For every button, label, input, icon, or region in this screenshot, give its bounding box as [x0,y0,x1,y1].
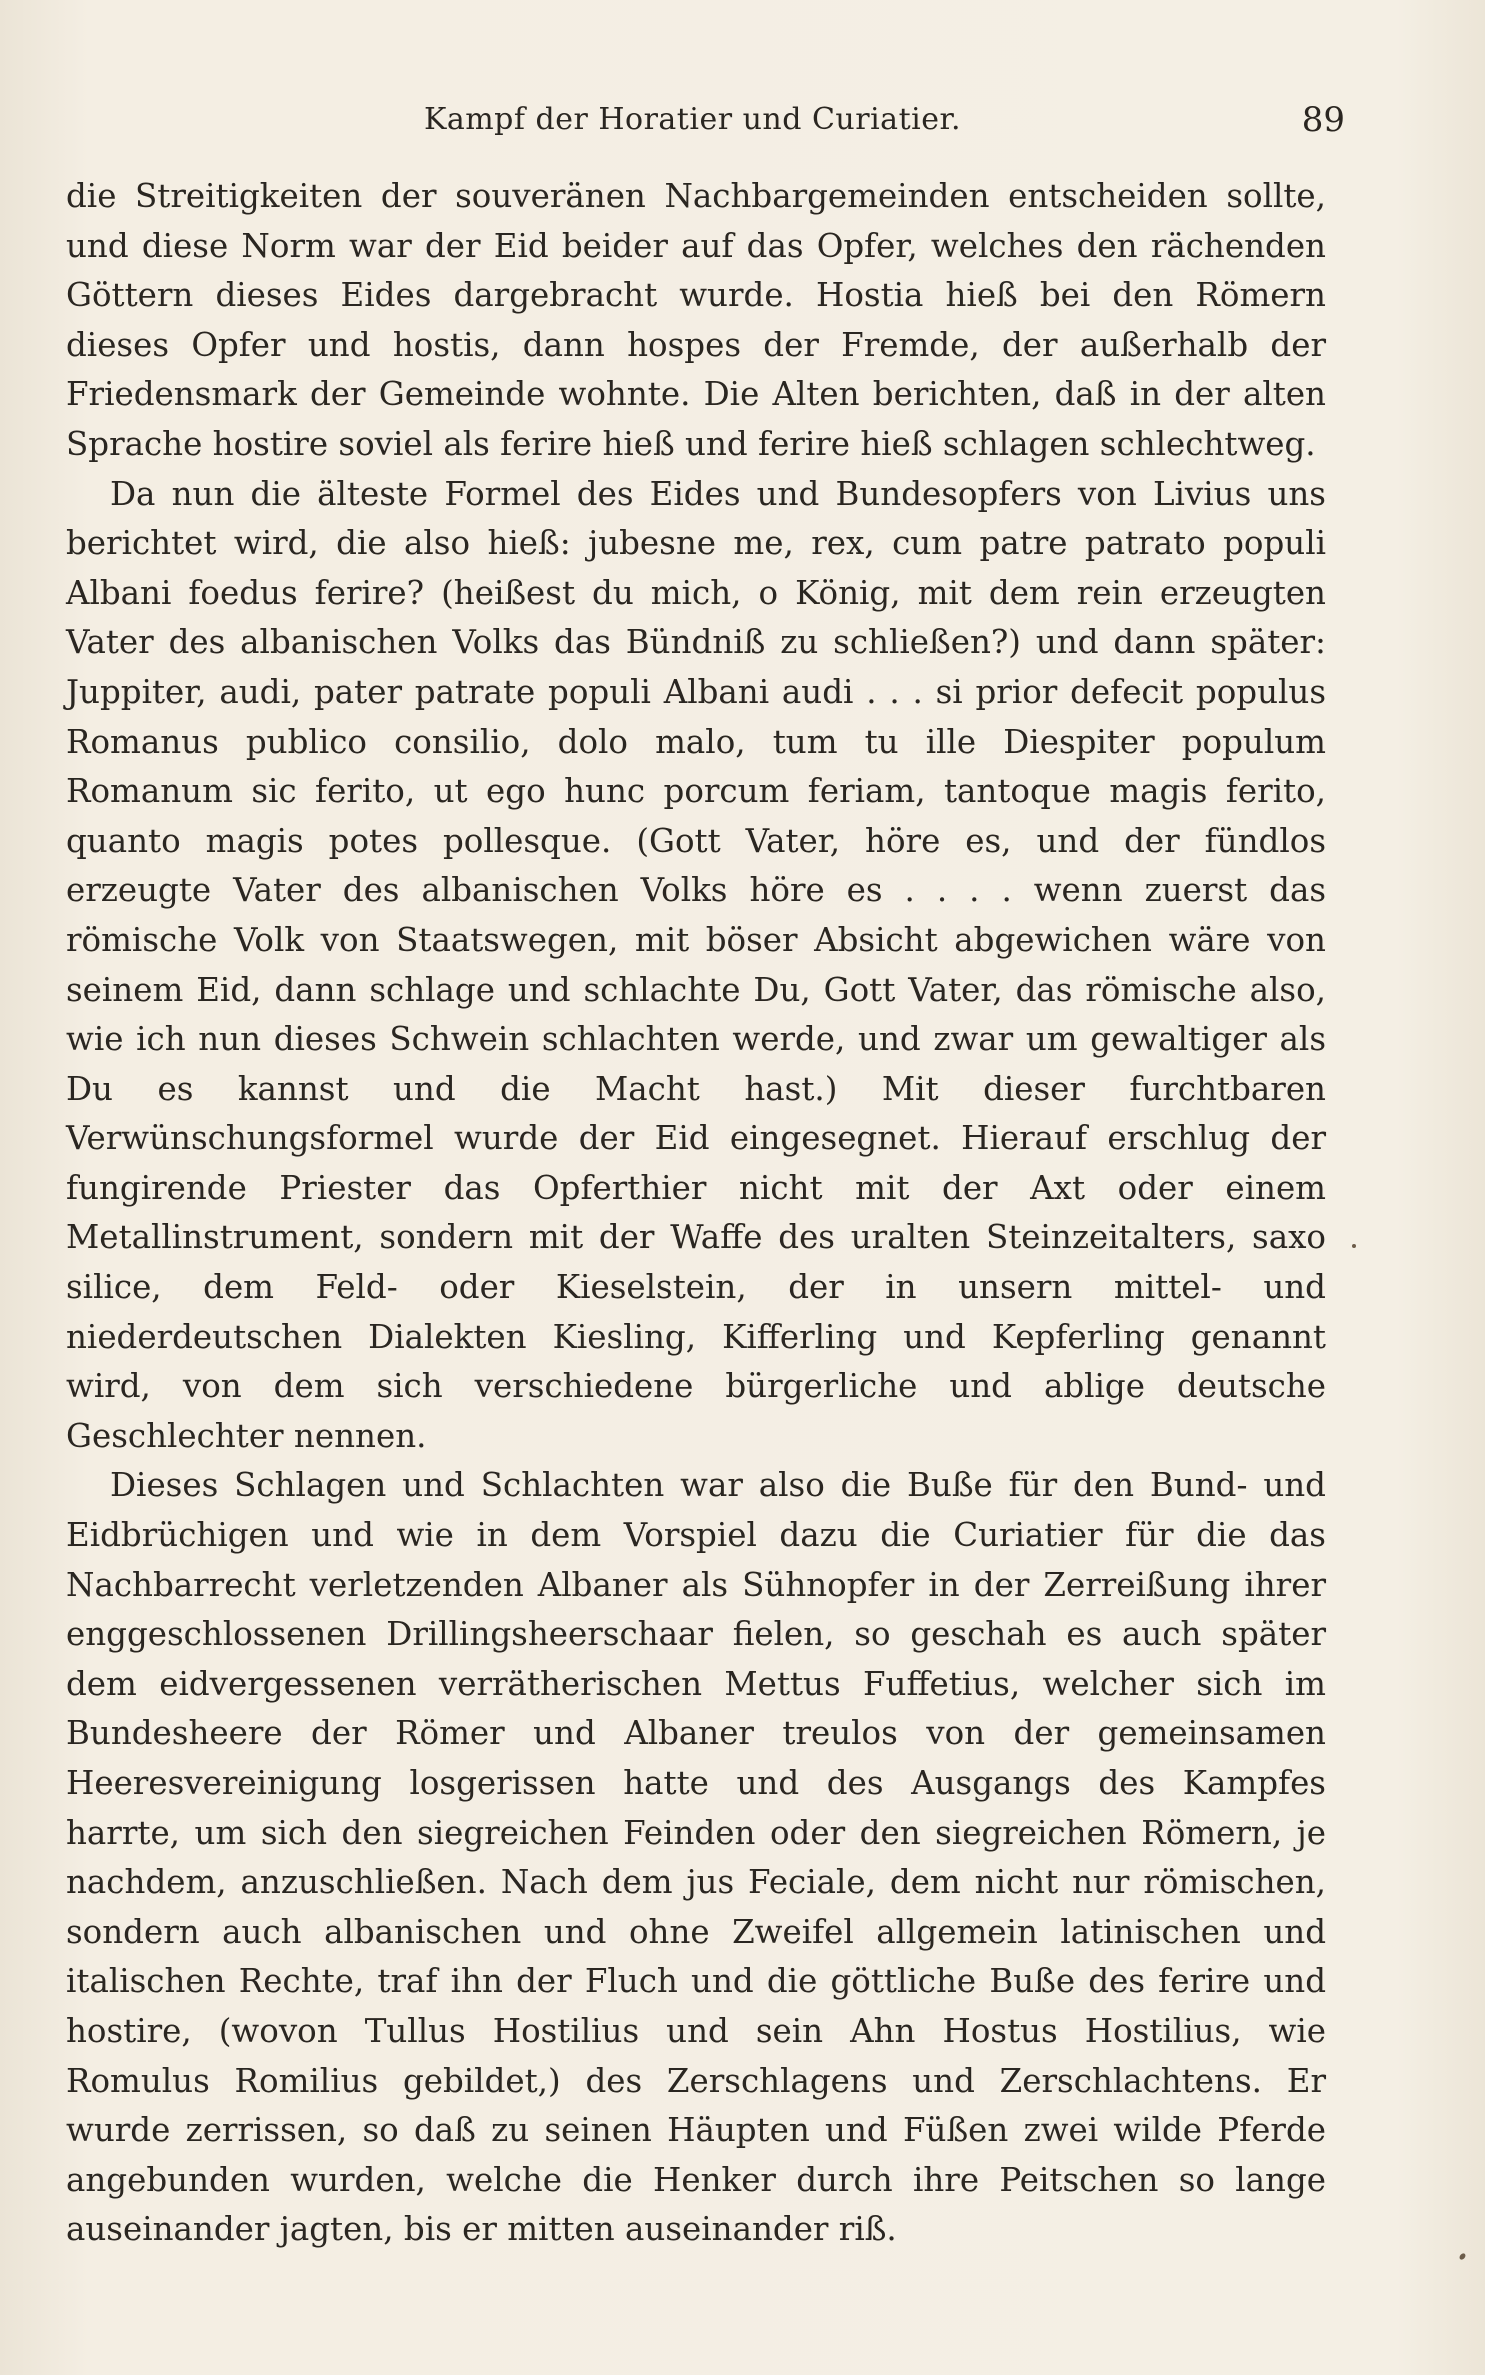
corner-speck [1458,2252,1466,2261]
body-text [66,172,1326,2255]
running-head [60,95,1325,145]
paragraph-1: die Streitigkeiten der souveränen Nachbargemeinden entscheiden sollte, und diese Norm war der Eid beider auf das Opfer, welches den rächenden Göttern dieses Eides dargebracht wurde. Hostia hieß bei den Römern dieses Opfer und hostis, dann hospes der Fremde, der außerhalb der Friedensmark der Gemeinde wohnte. Die Alten berichten, daß in der alten Sprache hostire soviel als ferire hieß und ferire hieß schlagen schlechtweg. [66,177,1326,463]
paragraph-2: Da nun die älteste Formel des Eides und Bundesopfers von Livius uns berichtet wird, die also hieß: jubesne me, rex, cum patre patrato populi Albani foedus ferire? (heißest du mich, o König, mit dem rein erzeugten Vater des albanischen Volks das Bündniß zu schließen?) und dann später: Juppiter, audi, pater patrate populi Albani audi . . . si prior defecit populus Romanus publico consilio, dolo malo, tum tu ille Diespiter populum Romanum sic ferito, ut ego hunc porcum feriam, tantoque magis ferito, quanto magis potes pollesque. (Gott Vater, höre es, und der fündlos erzeugte Vater des albanischen Volks höre es . . . . wenn zuerst das römische Volk von Staatswegen, mit böser Absicht abgewichen wäre von seinem Eid, dann schlage und schlachte Du, Gott Vater, das römische also, wie ich nun dieses Schwein schlachten werde, und zwar um gewaltiger als Du es kannst und die Macht hast.) Mit dieser furchtbaren Verwünschungsformel wurde der Eid eingesegnet. Hierauf erschlug der fungirende Priester das Opferthier nicht mit der Axt oder einem Metallinstrument, sondern mit der Waffe des uralten Steinzeitalters, saxo silice, dem Feld- oder Kieselstein, der in unsern mittel- und niederdeutschen Dialekten Kiesling, Kifferling und Kepferling genannt wird, von dem sich verschiedene bürgerliche und ablige deutsche Geschlechter nennen. [66,474,1326,1455]
margin-speck [1352,1244,1356,1248]
paragraph-3: Dieses Schlagen und Schlachten war also die Buße für den Bund- und Eidbrüchigen und wie in dem Vorspiel dazu die Curiatier für die das Nachbarrecht verletzenden Albaner als Sühnopfer in der Zerreißung ihrer enggeschlossenen Drillingsheerschaar fielen, so geschah es auch später dem eidvergessenen verrätherischen Mettus Fuffetius, welcher sich im Bundesheere der Römer und Albaner treulos von der gemeinsamen Heeresvereinigung losgerissen hatte und des Ausgangs des Kampfes harrte, um sich den siegreichen Feinden oder den siegreichen Römern, je nachdem, anzuschließen. Nach dem jus Feciale, dem nicht nur römischen, sondern auch albanischen und ohne Zweifel allgemein latinischen und italischen Rechte, traf ihn der Fluch und die göttliche Buße des ferire und hostire, (wovon Tullus Hostilius und sein Ahn Hostus Hostilius, wie Romulus Romilius gebildet,) des Zerschlagens und Zerschlachtens. Er wurde zerrissen, so daß zu seinen Häupten und Füßen zwei wilde Pferde angebunden wurden, welche die Henker durch ihre Peitschen so lange auseinander jagten, bis er mitten auseinander riß. [66,1466,1326,2249]
running-title: Kampf der Horatier und Curiatier. [423,102,962,137]
page-number: 89 [1301,100,1345,140]
